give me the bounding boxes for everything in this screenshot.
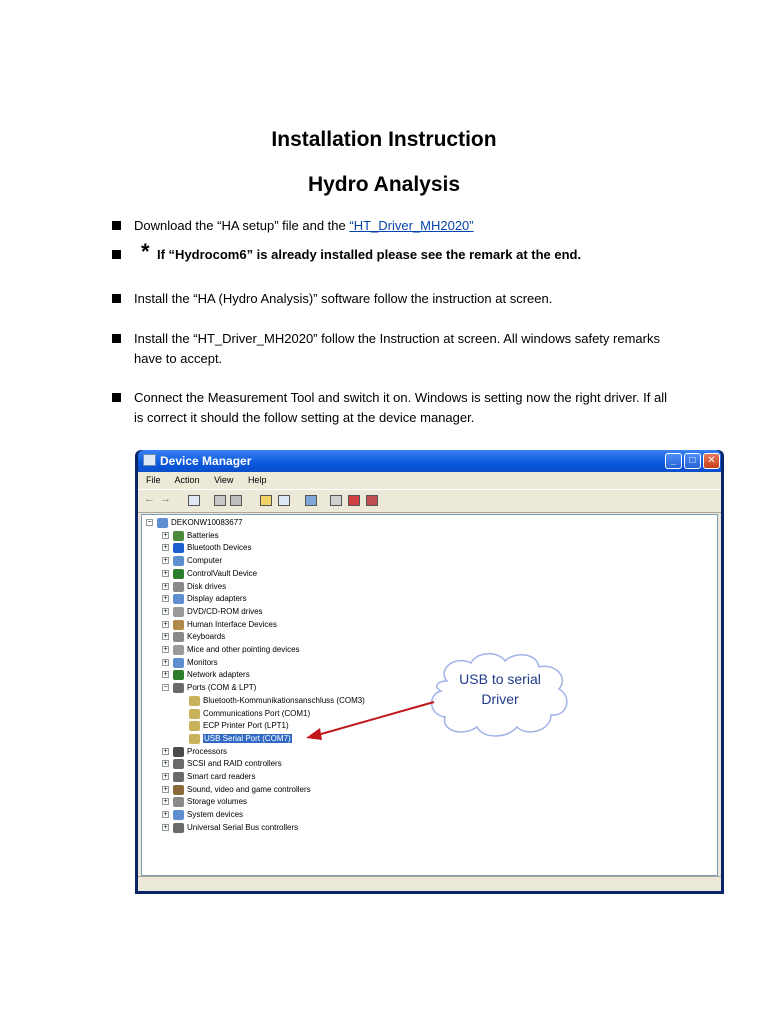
maximize-button[interactable]: □: [684, 453, 701, 469]
expand-toggle-icon[interactable]: +: [163, 811, 168, 819]
menu-help[interactable]: Help: [247, 475, 267, 485]
expand-toggle-icon[interactable]: −: [147, 519, 152, 526]
menu-file[interactable]: File: [146, 475, 161, 485]
properties-icon[interactable]: [214, 495, 226, 506]
tree-item-label: ControlVault Device: [187, 568, 258, 578]
tree-category[interactable]: [187, 784, 311, 795]
tree-item-label: Universal Serial Bus controllers: [187, 822, 299, 832]
tree-category[interactable]: [187, 669, 250, 680]
bullet-icon: [112, 334, 121, 343]
tree-item-label: Bluetooth Devices: [187, 543, 252, 553]
expand-toggle-icon[interactable]: +: [163, 557, 168, 565]
print-icon[interactable]: [230, 495, 242, 506]
scan-hardware-icon[interactable]: [305, 495, 317, 506]
expand-toggle-icon[interactable]: +: [163, 633, 168, 641]
smartcard-icon: [173, 772, 184, 782]
tree-item-label: Storage volumes: [187, 797, 248, 807]
port-icon: [189, 721, 200, 731]
tree-category[interactable]: [187, 682, 256, 693]
expand-toggle-icon[interactable]: +: [163, 671, 168, 679]
tree-item-label: Processors: [187, 746, 228, 756]
tree-category[interactable]: [187, 657, 218, 668]
tree-item-label: SCSI and RAID controllers: [187, 759, 282, 769]
tree-item-label: Communications Port (COM1): [203, 708, 311, 718]
show-hide-tree-icon[interactable]: [188, 495, 200, 506]
display-icon: [173, 594, 184, 604]
tree-category[interactable]: [187, 619, 277, 630]
tree-item-label: Bluetooth-Kommunikationsanschluss (COM3): [203, 695, 365, 705]
tree-item-selected[interactable]: [203, 733, 292, 744]
expand-toggle-icon[interactable]: +: [163, 773, 168, 780]
bullet-icon: [112, 294, 121, 303]
usb-icon: [173, 823, 184, 833]
computer-icon: [157, 518, 168, 528]
expand-toggle-icon[interactable]: +: [163, 785, 168, 793]
tree-category[interactable]: [187, 606, 263, 617]
tree-item-label: Monitors: [187, 657, 218, 667]
expand-toggle-icon[interactable]: +: [163, 607, 168, 615]
menu-action[interactable]: Action: [174, 475, 200, 485]
expand-toggle-icon[interactable]: +: [163, 760, 168, 768]
keyboard-icon: [173, 632, 184, 642]
forward-icon[interactable]: →: [160, 493, 171, 505]
tree-item-label: Keyboards: [187, 632, 226, 642]
step-remark: If “Hydrocom6” is already installed please see the remark at the end.: [157, 247, 582, 262]
device-manager-icon: [143, 454, 156, 466]
port-icon: [189, 734, 200, 744]
tree-category[interactable]: [187, 822, 298, 833]
step-download: [134, 216, 674, 236]
step-download-text: Download the “HA setup” file and the: [134, 218, 350, 233]
menu-view[interactable]: View: [214, 475, 234, 485]
bullet-icon: [112, 221, 121, 230]
tree-item-label: Mice and other pointing devices: [187, 645, 300, 654]
tree-root[interactable]: [171, 517, 243, 528]
tree-item-label: Display adapters: [187, 594, 247, 604]
monitor-icon: [173, 658, 184, 668]
expand-toggle-icon[interactable]: −: [163, 684, 168, 692]
tree-item-label: USB Serial Port (COM7): [204, 733, 291, 743]
expand-toggle-icon[interactable]: +: [163, 595, 168, 603]
tree-category[interactable]: [187, 568, 257, 579]
tree-category[interactable]: [187, 644, 300, 655]
step-install-ha: Install the “HA (Hydro Analysis)” software follow the instruction at screen.: [134, 291, 553, 306]
status-bar: [138, 876, 721, 891]
scsi-icon: [173, 759, 184, 769]
computer-icon: [173, 556, 184, 566]
menu-bar: [138, 472, 721, 489]
minimize-button[interactable]: _: [665, 453, 682, 469]
storage-icon: [173, 797, 184, 807]
bluetooth-icon: [173, 543, 184, 553]
processor-icon: [173, 747, 184, 757]
tree-item-label: System devices: [187, 810, 244, 820]
disable-icon[interactable]: [366, 495, 378, 506]
expand-toggle-icon[interactable]: +: [163, 531, 168, 539]
tree-category[interactable]: [187, 555, 222, 566]
uninstall-icon[interactable]: [348, 495, 360, 506]
mouse-icon: [173, 645, 184, 655]
tree-category[interactable]: [187, 530, 219, 541]
tree-port-item[interactable]: [203, 720, 289, 731]
window-title: Device Manager: [160, 454, 252, 468]
tree-category[interactable]: [187, 796, 247, 807]
expand-toggle-icon[interactable]: +: [163, 823, 168, 831]
callout-text: [427, 669, 573, 709]
callout-arrow: [300, 690, 440, 750]
expand-toggle-icon[interactable]: +: [163, 569, 168, 577]
toolbar: [138, 489, 721, 513]
sound-icon: [173, 785, 184, 795]
tree-item-label: Human Interface Devices: [187, 619, 277, 629]
driver-download-link[interactable]: “HT_Driver_MH2020”: [349, 218, 474, 233]
tree-category[interactable]: [187, 758, 282, 769]
port-icon: [173, 683, 184, 693]
step-connect-tool: Connect the Measurement Tool and switch it on. Windows is setting now the right driver. If all is correct it should the follow setting at the device manager.: [134, 390, 668, 425]
tree-item-label: DEKONW10083677: [171, 518, 243, 527]
document-title: Installation Instruction: [271, 128, 497, 151]
tree-category[interactable]: [187, 631, 225, 642]
bullet-icon: [112, 393, 121, 402]
port-icon: [189, 696, 200, 706]
disk-icon: [173, 582, 184, 592]
expand-toggle-icon[interactable]: +: [163, 646, 168, 653]
callout-line-2: Driver: [481, 691, 519, 707]
tree-item-label: Batteries: [187, 530, 219, 540]
window-titlebar[interactable]: [138, 450, 721, 472]
battery-icon: [173, 531, 184, 541]
network-icon: [173, 670, 184, 680]
tree-category[interactable]: [187, 809, 243, 820]
callout-line-1: USB to serial: [459, 671, 541, 687]
document-subtitle: Hydro Analysis: [307, 173, 461, 196]
chip-icon: [173, 569, 184, 579]
expand-toggle-icon[interactable]: +: [163, 658, 168, 666]
expand-toggle-icon[interactable]: +: [163, 798, 168, 806]
tree-category[interactable]: [187, 771, 255, 782]
hid-icon: [173, 620, 184, 630]
view-icon[interactable]: [278, 495, 290, 506]
tree-item-label: DVD/CD-ROM drives: [187, 606, 263, 616]
expand-toggle-icon[interactable]: +: [163, 544, 168, 552]
tree-category[interactable]: [187, 581, 226, 592]
tree-port-item[interactable]: [203, 708, 310, 719]
tree-item-label: ECP Printer Port (LPT1): [203, 721, 289, 731]
tree-item-label: Network adapters: [187, 670, 250, 680]
step-install-driver: Install the “HT_Driver_MH2020” follow the Instruction at screen. All windows safety remarks have to accept.: [134, 331, 660, 366]
cd-icon: [173, 607, 184, 617]
expand-toggle-icon[interactable]: +: [163, 620, 168, 628]
expand-toggle-icon[interactable]: +: [163, 582, 168, 590]
help-icon[interactable]: [260, 495, 272, 506]
asterisk-mark: *: [141, 239, 150, 264]
tree-item-label: Ports (COM & LPT): [187, 683, 257, 693]
port-icon: [189, 709, 200, 719]
update-driver-icon[interactable]: [330, 495, 342, 506]
system-icon: [173, 810, 184, 820]
bullet-icon: [112, 250, 121, 259]
tree-item-label: Computer: [187, 556, 223, 566]
expand-toggle-icon[interactable]: +: [163, 747, 168, 755]
close-button[interactable]: ✕: [703, 453, 720, 469]
tree-category[interactable]: [187, 746, 227, 757]
back-icon[interactable]: ←: [144, 493, 155, 505]
tree-category[interactable]: [187, 593, 247, 604]
tree-item-label: Disk drives: [187, 581, 227, 591]
tree-category[interactable]: [187, 542, 251, 553]
tree-item-label: Sound, video and game controllers: [187, 784, 311, 794]
tree-item-label: Smart card readers: [187, 772, 256, 781]
